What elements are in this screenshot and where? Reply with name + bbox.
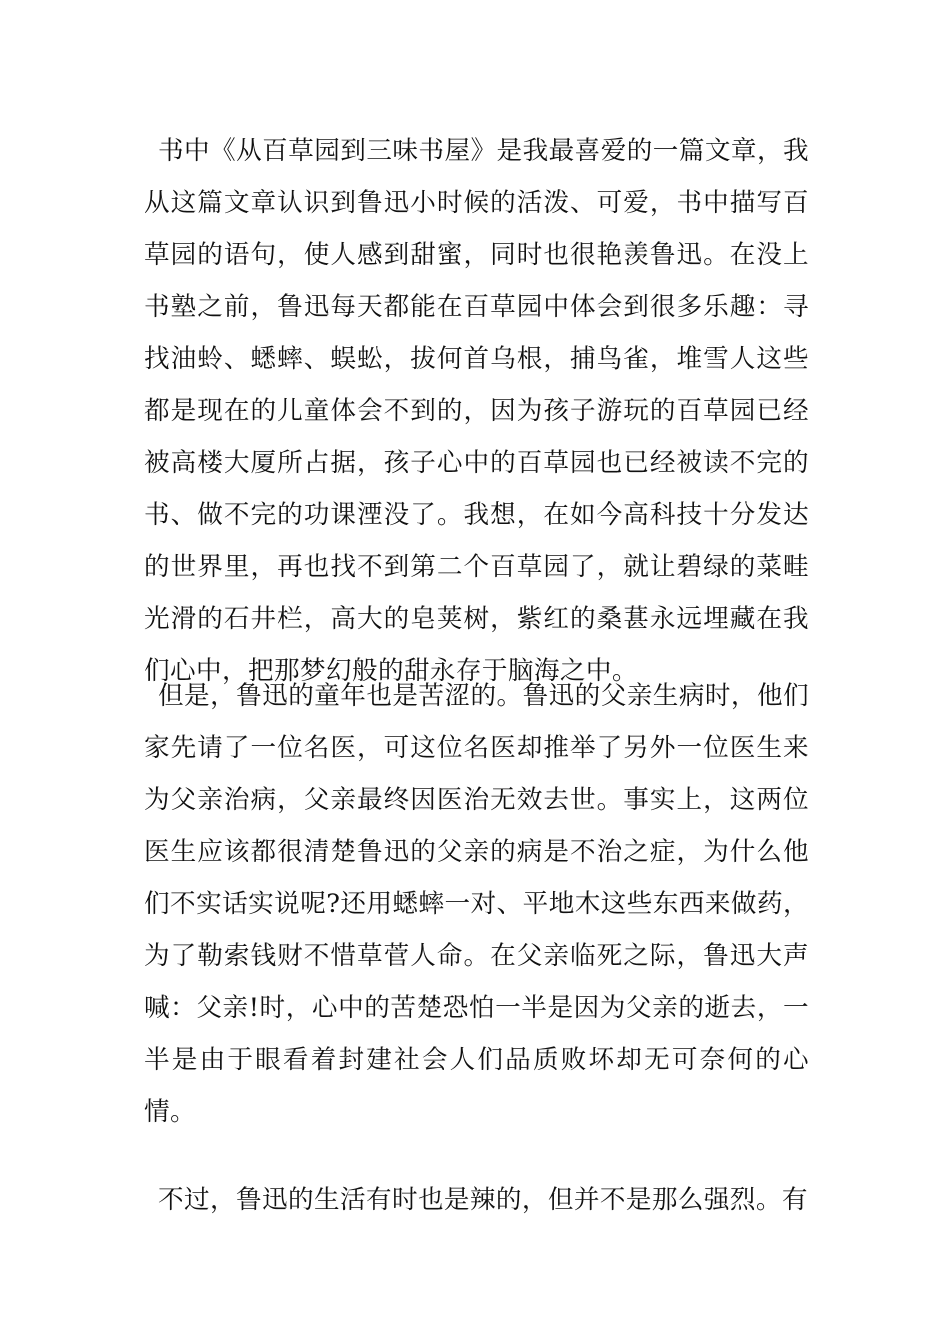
- paragraph-3: 不过，鲁迅的生活有时也是辣的，但并不是那么强烈。有: [158, 1185, 808, 1215]
- paragraph-1: 书中《从百草园到三味书屋》是我最喜爱的一篇文章，我从这篇文章认识到鲁迅小时候的活泼、可爱，书中描写百草园的语句，使人感到甜蜜，同时也很艳羡鲁迅。在没上书塾之前，鲁迅每天都能在百草园中体会到很多乐趣：寻找油蛉、蟋蟀、蜈蚣，拔何首乌根，捕鸟雀，堆雪人这些都是现在的儿童体会不到的，因为孩子游玩的百草园已经被高楼大厦所占据，孩子心中的百草园也已经被读不完的书、做不完的功课湮没了。我想，在如今高科技十分发达的世界里，再也找不到第二个百草园了，就让碧绿的菜畦光滑的石井栏，高大的皂荚树，紫红的桑葚永远埋藏在我们心中，把那梦幻般的甜永存于脑海之中。: [144, 136, 809, 686]
- paragraph-2: 但是，鲁迅的童年也是苦涩的。鲁迅的父亲生病时，他们家先请了一位名医，可这位名医却推举了另外一位医生来为父亲治病，父亲最终因医治无效去世。事实上，这两位医生应该都很清楚鲁迅的父亲的病是不治之症，为什么他们不实话实说呢?还用蟋蟀一对、平地木这些东西来做药，为了勒索钱财不惜草菅人命。在父亲临死之际，鲁迅大声喊：父亲!时，心中的苦楚恐怕一半是因为父亲的逝去，一半是由于眼看着封建社会人们品质败坏却无可奈何的心情。: [144, 681, 809, 1127]
